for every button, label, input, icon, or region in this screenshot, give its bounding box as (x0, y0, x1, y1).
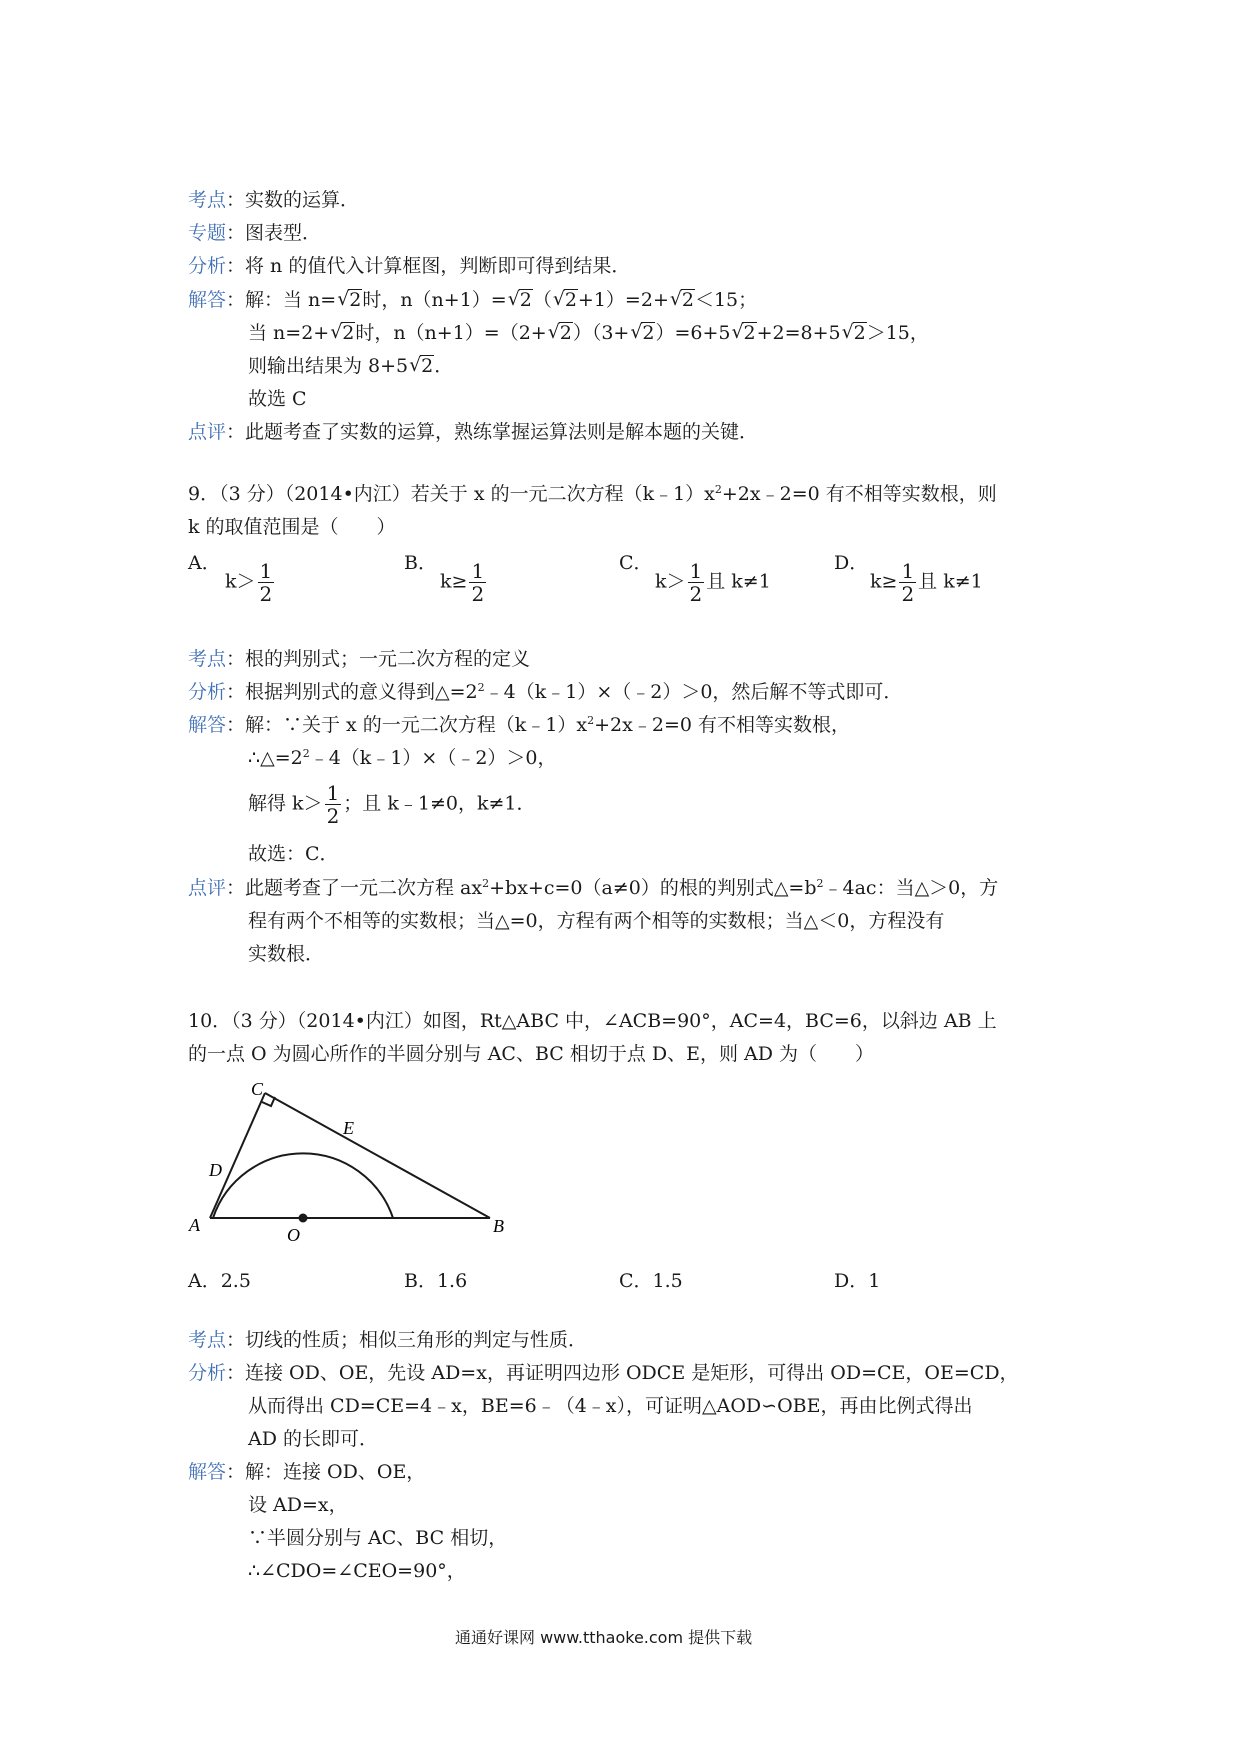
segment-cb (265, 1093, 490, 1218)
sqrt-symbol: √ 2 (337, 287, 362, 313)
q10-solution-line-2: 设 AD=x， (248, 1494, 348, 1516)
kaodian-tag: 考点 (188, 189, 227, 211)
q9-option-b[interactable]: B． (404, 552, 437, 574)
q10-fenxi-line-2: 从而得出 CD=CE=4﹣x，BE=6﹣（4﹣x），可证明△AOD∽OBE，再由比例式得出 (248, 1395, 973, 1417)
label-d: D (209, 1160, 222, 1180)
q10-solution-line-4: ∴∠CDO=∠CEO=90°， (248, 1560, 466, 1582)
q9-option-d[interactable]: D． (834, 552, 869, 574)
sqrt-symbol: √ 2 (842, 320, 867, 346)
q10-stem-line-1: 10．（3 分）（2014•内江）如图，Rt△ABC 中，∠ACB=90°，AC=4，BC=6，以斜边 AB 上 (188, 1010, 997, 1032)
q10-option-b[interactable]: B．1.6 (404, 1270, 468, 1292)
center-point-o (299, 1214, 308, 1223)
fraction: $\frac{1}{2}$ (471, 559, 485, 606)
q10-option-c[interactable]: C．1.5 (619, 1270, 683, 1292)
q8-kaodian: 考点：实数的运算． (188, 189, 360, 211)
q8-solution-line-4: 故选 C (248, 388, 307, 410)
q8-solution-line-1: 解答：解：当 n=√ 2时，n（n+1）=√ 2（√ 2+1）=2+√ 2＜15； (188, 287, 757, 313)
fraction: $\frac{1}{2}$ (689, 559, 703, 606)
jieda-tag: 解答 (188, 1461, 227, 1483)
dianping-tag: 点评 (188, 877, 227, 899)
jieda-tag: 解答 (188, 289, 227, 311)
label-b: B (493, 1216, 504, 1236)
q10-solution-line-1: 解答：解：连接 OD、OE， (188, 1461, 426, 1483)
q10-option-d[interactable]: D．1 (834, 1270, 881, 1292)
q9-dianping-line-1: 点评：此题考查了一元二次方程 $ax^2+bx+c=0(a\ne 0)$的根的判别式$\triangle=b^2﹣4ac$：当△＞0，方 (188, 877, 999, 899)
fenxi-tag: 分析 (188, 1362, 227, 1384)
q9-stem-line-1: 9．（3 分）（2014•内江）若关于 x 的一元二次方程$(k﹣1)x^2+2x﹣2=0$ 有不相等实数根，则 (188, 483, 997, 505)
q9-option-a-value: k＞ $\frac{1}{2}$ (225, 559, 273, 606)
q10-geometry-figure (185, 1078, 515, 1253)
kaodian-tag: 考点 (188, 1329, 227, 1351)
q10-option-a[interactable]: A．2.5 (188, 1270, 251, 1292)
kaodian-tag: 考点 (188, 648, 227, 670)
q9-solution-line-1: 解答：解：∵关于 x 的一元二次方程$(k﹣1)x^2+2x﹣2=0$ 有不相等实数根， (188, 714, 851, 736)
dianping-tag: 点评 (188, 421, 227, 443)
label-c: C (251, 1079, 264, 1099)
q9-option-a[interactable]: A． (188, 552, 221, 574)
label-o: O (287, 1225, 300, 1245)
q9-dianping-line-3: 实数根． (248, 943, 325, 965)
sqrt-symbol: √ 2 (508, 287, 533, 313)
q10-stem-line-2: 的一点 O 为圆心所作的半圆分别与 AC、BC 相切于点 D、E，则 AD 为（ ） (188, 1043, 875, 1065)
segment-ac (210, 1093, 265, 1218)
page-footer: 通通好课网 www.tthaoke.com 提供下载 (455, 1628, 753, 1647)
fraction: $\frac{1}{2}$ (901, 559, 915, 606)
q9-stem-line-2: k 的取值范围是（ ） (188, 516, 396, 538)
fraction: $\frac{1}{2}$ (326, 781, 340, 828)
sqrt-symbol: √ 2 (409, 353, 434, 379)
fraction: $\frac{1}{2}$ (259, 559, 273, 606)
q8-solution-line-2: 当 n=2+√ 2时，n（n+1）=（2+√ 2）（3+√ 2）=6+5√ 2+2=8+5√ 2＞15， (248, 320, 929, 346)
q9-option-b-value: k≥ $\frac{1}{2}$ (440, 559, 485, 606)
q9-fenxi: 分析：根据判别式的意义得到$\triangle=2^2﹣4(k﹣1)\times(﹣2)>0$，然后解不等式即可． (188, 681, 903, 703)
sqrt-symbol: √ 2 (330, 320, 355, 346)
q9-kaodian: 考点：根的判别式；一元二次方程的定义 (188, 648, 531, 670)
q9-option-c-value: k＞ $\frac{1}{2}$ 且 k≠1 (655, 559, 771, 606)
q10-fenxi-line-3: AD 的长即可． (248, 1428, 378, 1450)
q8-fenxi: 分析：将 n 的值代入计算框图，判断即可得到结果． (188, 255, 631, 277)
sqrt-symbol: √ 2 (630, 320, 655, 346)
fenxi-tag: 分析 (188, 681, 227, 703)
zhuanti-tag: 专题 (188, 222, 227, 244)
sqrt-symbol: √ 2 (548, 320, 573, 346)
label-a: A (189, 1215, 200, 1235)
sqrt-symbol: √ 2 (731, 320, 756, 346)
q10-solution-line-3: ∵半圆分别与 AC、BC 相切， (248, 1527, 508, 1549)
q9-option-c[interactable]: C． (619, 552, 653, 574)
semicircle (213, 1153, 393, 1218)
q8-dianping: 点评：此题考查了实数的运算，熟练掌握运算法则是解本题的关键． (188, 421, 759, 443)
jieda-tag: 解答 (188, 714, 227, 736)
q10-fenxi-line-1: 分析：连接 OD、OE，先设 AD=x，再证明四边形 ODCE 是矩形，可得出 OD=CE，OE=CD， (188, 1362, 1019, 1384)
q8-solution-line-3: 则输出结果为 8+5√ 2． (248, 353, 453, 379)
sqrt-symbol: √ 2 (670, 287, 695, 313)
q10-kaodian: 考点：切线的性质；相似三角形的判定与性质． (188, 1329, 588, 1351)
label-e: E (343, 1118, 354, 1138)
q9-option-d-value: k≥ $\frac{1}{2}$ 且 k≠1 (870, 559, 983, 606)
q9-solution-line-2: $\therefore\triangle=2^2﹣4(k﹣1)\times(﹣2)>0$， (248, 747, 557, 769)
fenxi-tag: 分析 (188, 255, 227, 277)
q9-dianping-line-2: 程有两个不相等的实数根；当△=0，方程有两个相等的实数根；当△＜0，方程没有 (248, 910, 945, 932)
q9-solution-line-4: 故选：C． (248, 843, 339, 865)
sqrt-symbol: √ 2 (553, 287, 578, 313)
q8-zhuanti: 专题：图表型． (188, 222, 322, 244)
q9-solution-line-3: 解得 k＞ $\frac{1}{2}$ ；且 k﹣1≠0，k≠1． (248, 781, 536, 828)
